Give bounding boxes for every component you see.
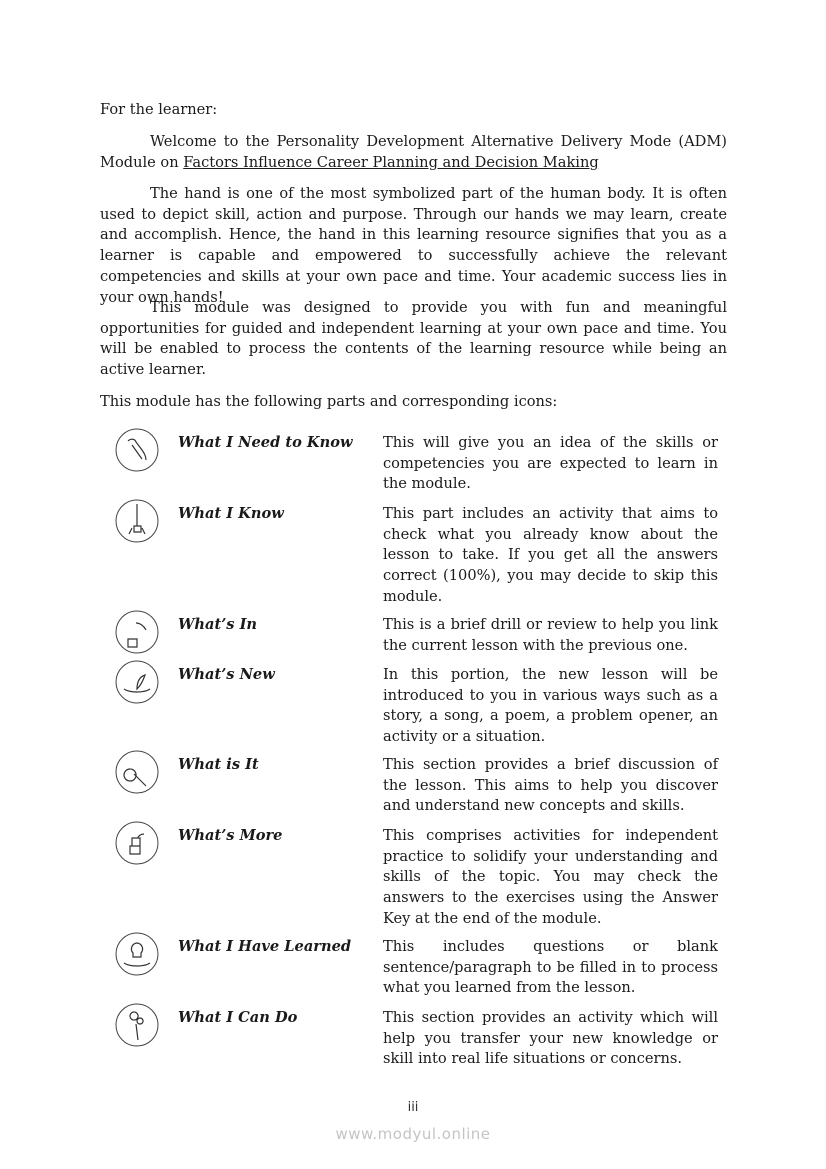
hand-with-gears-icon	[114, 1002, 160, 1048]
part-label: What’s More	[178, 827, 283, 844]
part-row	[114, 504, 724, 605]
welcome-text: Welcome to the Personality Development Alternative Delivery Mode (ADM) Module on	[100, 133, 727, 171]
part-label: What I Need to Know	[178, 434, 353, 451]
module-topic: Factors Influence Career Planning and Decision Making	[183, 153, 599, 171]
hand-holding-pencil-icon	[114, 498, 160, 544]
part-row	[114, 755, 724, 815]
part-description: This comprises activities for independent practice to solidify your understanding and skills of the topic. You may check the answers to the exercises using the Answer Key at the end of the module.	[383, 827, 718, 927]
part-label: What’s New	[178, 666, 275, 683]
part-description: This section provides a brief discussion of the lesson. This aims to help you discover and understand new concepts and skills.	[383, 756, 718, 815]
hand-with-lightbulb-icon	[114, 931, 160, 977]
part-label: What I Can Do	[178, 1009, 298, 1026]
part-row	[114, 433, 724, 493]
part-description: This will give you an idea of the skills or competencies you are expected to learn in the module.	[383, 434, 718, 493]
greeting: For the learner:	[100, 101, 218, 118]
part-description: This part includes an activity that aims to check what you already know about the lesson to take. If you get all the answers correct (100%), you may decide to skip this module.	[383, 505, 718, 605]
part-label: What I Have Learned	[178, 938, 352, 955]
part-row	[114, 665, 724, 746]
pointing-hand-icon	[114, 427, 160, 473]
part-row	[114, 826, 724, 927]
watermark: www.modyul.online	[335, 1125, 491, 1143]
page-number: iii	[407, 1100, 419, 1115]
part-label: What I Know	[178, 505, 284, 522]
module-paragraph: This module was designed to provide you with fun and meaningful opportunities for guided and independent learning at your own pace and time. You will be enabled to process the contents of the learning resource while being an active learner.	[100, 299, 727, 379]
hand-stacking-blocks-icon	[114, 820, 160, 866]
hand-with-puzzle-icon	[114, 609, 160, 655]
welcome-paragraph	[100, 132, 727, 173]
part-description: In this portion, the new lesson will be introduced to you in various ways such as a story, a song, a poem, a problem opener, an activity or a situation.	[383, 666, 718, 746]
part-label: What’s In	[178, 616, 258, 633]
hand-with-magnifier-icon	[114, 749, 160, 795]
part-description: This is a brief drill or review to help you link the current lesson with the previous one.	[383, 616, 718, 654]
hand-paragraph: The hand is one of the most symbolized part of the human body. It is often used to depict skill, action and purpose. Through our hands we may learn, create and accomplish. Hence, the hand in this learning resource signifies that you as a learner is capable and empowered to successfully achieve the relevant competencies and skills at your own pace and time. Your academic success lies in your own hands!	[100, 185, 727, 306]
part-description: This section provides an activity which will help you transfer your new knowledge or skill into real life situations or concerns.	[383, 1009, 718, 1068]
parts-intro: This module has the following parts and corresponding icons:	[100, 393, 558, 410]
part-description: This includes questions or blank sentence/paragraph to be filled in to process what you learned from the lesson.	[383, 938, 718, 997]
hands-with-sprout-icon	[114, 659, 160, 705]
part-label: What is It	[178, 756, 259, 773]
part-row	[114, 937, 724, 997]
part-row	[114, 1008, 724, 1068]
